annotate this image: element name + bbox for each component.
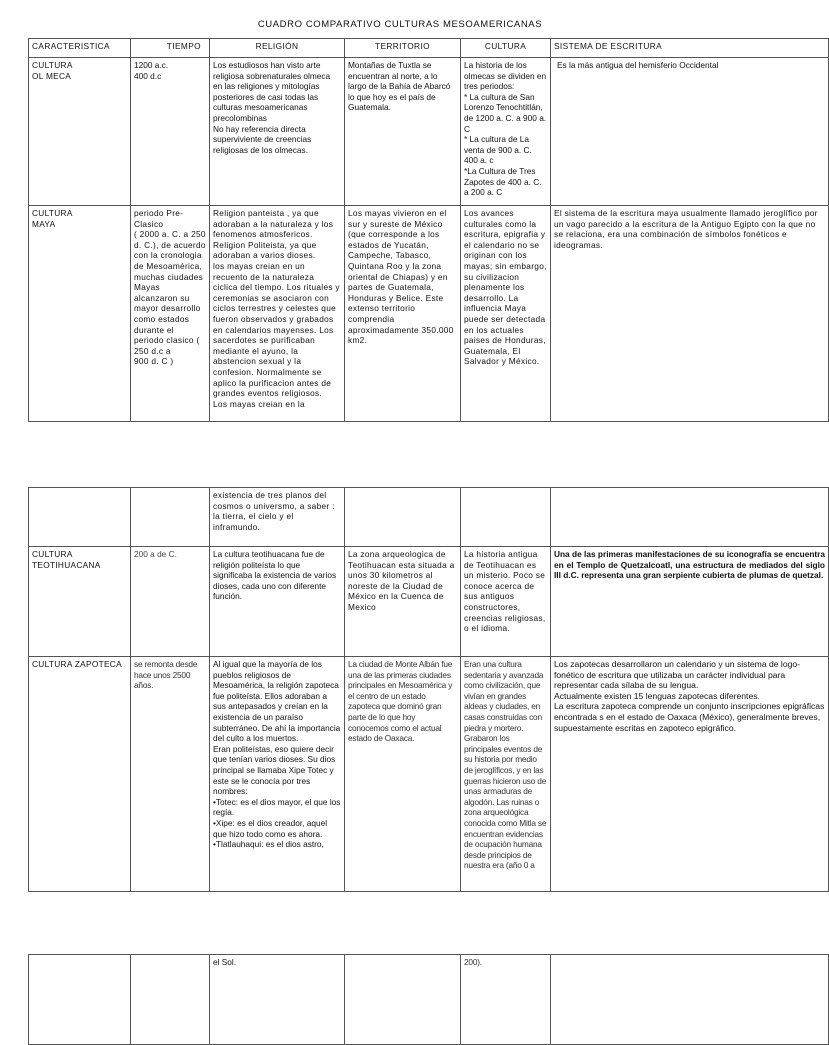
maya-cont-religion: existencia de tres planos del cosmos o universmo, a saber : la tierra, el cielo y el inframundo. — [210, 488, 345, 547]
comparison-table-part-2 — [28, 487, 829, 892]
olmeca-escritura: Es la más antigua del hemisferio Occidental — [551, 58, 829, 206]
olmeca-territorio: Montañas de Tuxtla se encuentran al norte, a lo largo de la Bahía de Abarcó lo que hoy es el país de Guatemala. — [345, 58, 461, 206]
header-territorio: TERRITORIO — [345, 39, 461, 58]
maya-cont-cultura — [461, 488, 551, 547]
zapoteca-territorio: La ciudad de Monte Albán fue una de las primeras ciudades principales en Mesoamérica y el centro de un estado zapoteca que dominó gran parte de lo que hoy conocemos como el actual estado de Oaxaca. — [345, 657, 461, 892]
header-tiempo: TIEMPO — [131, 39, 210, 58]
teotihuacana-escritura: Una de las primeras manifestaciones de su iconografía se encuentra en el Templo de Quetzalcoatl, una estructura de mediados del siglo III d.C. representa una gran serpiente cubierta de plumas de quetzal. — [551, 547, 829, 657]
maya-name: CULTURA MAYA — [29, 206, 131, 422]
olmeca-tiempo: 1200 a.c. 400 d.c — [131, 58, 210, 206]
page-title: CUADRO COMPARATIVO CULTURAS MESOAMERICANAS — [257, 19, 543, 30]
teotihuacana-name: CULTURA TEOTIHUACANA — [29, 547, 131, 657]
header-caracteristica: CARACTERISTICA — [29, 39, 131, 58]
zapoteca-name: CULTURA ZAPOTECA — [29, 657, 131, 892]
zapoteca-cont-name — [29, 955, 131, 1045]
teotihuacana-religion: La cultura teotihuacana fue de religión politeísta lo que significaba la existencia de varios dioses, cada uno con diferente función. — [210, 547, 345, 657]
maya-cont-escritura — [551, 488, 829, 547]
zapoteca-cont-escritura — [551, 955, 829, 1045]
zapoteca-tiempo: se remonta desde hace unos 2500 años. — [131, 657, 210, 892]
olmeca-name: CULTURA OL MECA — [29, 58, 131, 206]
comparison-table-part-1 — [28, 38, 829, 422]
zapoteca-escritura: Los zapotecas desarrollaron un calendario y un sistema de logo-fonético de escritura que utilizaba un carácter individual para representar cada sílaba de su lengua. Actualmente existen 15 lenguas zapotecas diferentes. La escritura zapoteca comprende un conjunto inscripciones epigráficas encontrada s en el estado de Oaxaca (México), generalmente breves, supuestamente escritas en zapoteco epigráfico. — [551, 657, 829, 892]
comparison-table-part-3 — [28, 954, 829, 1045]
maya-cultura: Los avances culturales como la escritura, epigrafia y el calendario no se originan con los mayas; sin embargo, su civilizacion plenamente los desarrollo. La influencia Maya puede ser detectada en los actuales paises de Honduras, Guatemala, El Salvador y México. — [461, 206, 551, 422]
row-olmeca — [29, 58, 829, 206]
maya-cont-territorio — [345, 488, 461, 547]
header-escritura: SISTEMA DE ESCRITURA — [551, 39, 829, 58]
row-teotihuacana — [29, 547, 829, 657]
maya-cont-name — [29, 488, 131, 547]
teotihuacana-territorio: La zona arqueologica de Teotihuacan esta situada a unos 30 kilometros al noreste de la Ciudad de México en la Cuenca de Mexico — [345, 547, 461, 657]
olmeca-cultura: La historia de los olmecas se dividen en tres periodos: * La cultura de San Lorenzo Tenochtitlán, de 1200 a. C. a 900 a. C * La cultura de La venta de 900 a. C. 400 a. c *La Cultura de Tres Zapotes de 400 a. C. a 200 a. C — [461, 58, 551, 206]
zapoteca-cont-religion: el Sol. — [210, 955, 345, 1045]
row-zapoteca-continued — [29, 955, 829, 1045]
zapoteca-cultura: Eran una cultura sedentaria y avanzada como civilización, que vivían en grandes aldeas y ciudades, en casas construidas con piedra y mortero. Grabaron los principales eventos de su historia por medio de jeroglíficos, y en las guerras hicieron uso de unas armaduras de algodón. Las ruinas o zona arqueológica conocida como Mitla se encuentran evidencias de ocupación humana desde principios de nuestra era (año 0 a — [461, 657, 551, 892]
maya-religion: Religion panteista , ya que adoraban a la naturaleza y los fenomenos atmosfericos. Religion Politeista, ya que adoraban a varios dioses. los mayas creian en un recuento de la naturaleza ciclica del tiempo. Los rituales y ceremonias se asociaron con ciclos terrestres y celestes que fueron observados y grabados en calendarios mayenses. Los sacerdotes se purificaban mediante el ayuno, la abstencion sexual y la confesion. Normalmente se aplico la purificacion antes de grandes eventos religiosos. Los mayas creian en la — [210, 206, 345, 422]
row-maya-continued — [29, 488, 829, 547]
maya-escritura: El sistema de la escritura maya usualmente llamado jeroglífico por un vago parecido a la escritura de la Antiguo Egipto con la que no se relaciona, era una combinación de símbolos fonéticos e ideogramas. — [551, 206, 829, 422]
row-maya — [29, 206, 829, 422]
teotihuacana-tiempo: 200 a de C. — [131, 547, 210, 657]
maya-territorio: Los mayas vivieron en el sur y sureste de México (que corresponde a los estados de Yucatán, Campeche, Tabasco, Quintana Roo y la zona oriental de Chiapas) y en partes de Guatemala, Honduras y Belice. Este extenso territorio comprendia aproximadamente 350.000 km2. — [345, 206, 461, 422]
maya-cont-tiempo — [131, 488, 210, 547]
teotihuacana-cultura: La historia antigua de Teotihuacan es un misterio. Poco se conoce acerca de sus antiguos constructores, creencias religiosas, o el idioma. — [461, 547, 551, 657]
zapoteca-cont-tiempo — [131, 955, 210, 1045]
zapoteca-cont-cultura: 200). — [461, 955, 551, 1045]
row-zapoteca — [29, 657, 829, 892]
zapoteca-cont-territorio — [345, 955, 461, 1045]
olmeca-religion: Los estudiosos han visto arte religiosa sobrenaturales olmeca en las religiones y mitologías posteriores de casi todas las culturas mesoamericanas precolombinas No hay referencia directa superviviente de creencias religiosas de los olmecas. — [210, 58, 345, 206]
maya-tiempo: periodo Pre-Clasico ( 2000 a. C. a 250 d. C.), de acuerdo con la cronologia de Mesoamérica, muchas ciudades Mayas alcanzaron su mayor desarrollo como estados durante el periodo clasico ( 250 d.c a 900 d. C ) — [131, 206, 210, 422]
header-row — [29, 39, 829, 58]
header-cultura: CULTURA — [461, 39, 551, 58]
zapoteca-religion: Al igual que la mayoría de los pueblos religiosos de Mesoamérica, la religión zapoteca fue politeísta. Ellos adoraban a sus antepasados y creían en la existencia de un paraíso subterráneo. De ahí la importancia del culto a los muertos. Eran politeístas, eso quiere decir que tenían varios dioses. Su dios principal se llamaba Xipe Totec y este se le conocía por tres nombres: •Totec: es el dios mayor, el que los regía. •Xipe: es el dios creador, aquel que hizo todo como es ahora. •Tlatlauhaqui: es el dios astro, — [210, 657, 345, 892]
header-religion: RELIGIÓN — [210, 39, 345, 58]
